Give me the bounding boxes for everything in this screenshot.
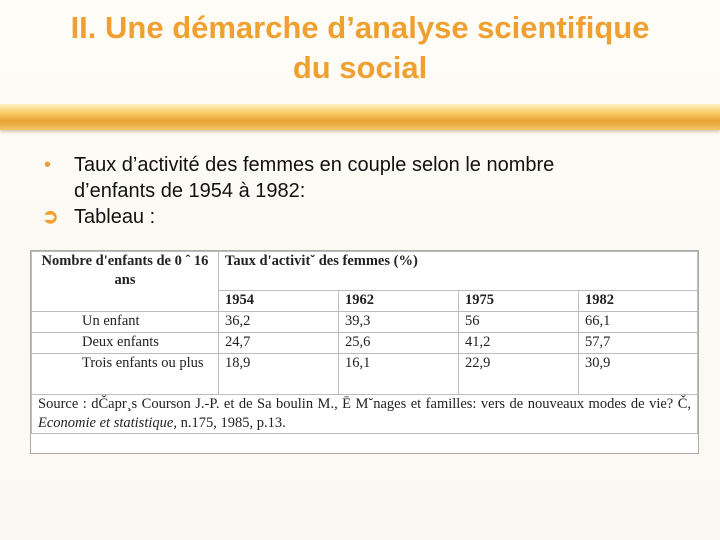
table-cell: 56 <box>459 312 579 333</box>
table-cell: 18,9 <box>219 354 339 395</box>
table-header-row <box>32 252 698 291</box>
table-cell: 22,9 <box>459 354 579 395</box>
table-cell: 66,1 <box>579 312 698 333</box>
title-divider-bar <box>0 104 720 130</box>
table-source-note <box>32 395 698 434</box>
header-activity-rate: Taux d'activitˇ des femmes (%) <box>219 252 698 291</box>
table-cell: 57,7 <box>579 333 698 354</box>
table-row <box>32 312 698 333</box>
source-prefix: Source : dČapr¸s Courson J.-P. et de Sa boulin M., Ē M˘nages et familles: vers de nouveaux modes de vie? Č, <box>38 396 691 412</box>
table-cell: 24,7 <box>219 333 339 354</box>
bullet-dot-icon: • <box>44 154 52 176</box>
title-line-2: du social <box>292 50 428 85</box>
year-header: 1982 <box>579 291 698 312</box>
source-suffix: , n.175, 1985, p.13. <box>173 415 286 431</box>
year-header: 1975 <box>459 291 579 312</box>
row-label: Trois enfants ou plus <box>32 354 219 395</box>
bullet-item-1-text-1: Taux d’activité des femmes en couple selon le nombre <box>74 154 555 176</box>
bullet-item-1-text-2: d’enfants de 1954 à 1982: <box>74 180 306 202</box>
header-children-count: Nombre d'enfants de 0 ˆ 16 ans <box>32 252 219 312</box>
table-row <box>32 354 698 395</box>
table-cell: 39,3 <box>339 312 459 333</box>
year-header: 1962 <box>339 291 459 312</box>
bullet-item-2-text: Tableau : <box>74 206 156 228</box>
row-label: Un enfant <box>32 312 219 333</box>
table-cell: 41,2 <box>459 333 579 354</box>
year-header: 1954 <box>219 291 339 312</box>
table-source-row <box>32 395 698 434</box>
bullet-item-1 <box>42 152 702 204</box>
table-cell: 30,9 <box>579 354 698 395</box>
table-row <box>32 333 698 354</box>
bullet-list <box>42 152 702 230</box>
activity-rate-table <box>31 251 698 434</box>
table-cell: 25,6 <box>339 333 459 354</box>
scanned-table-image <box>30 250 699 454</box>
bullet-item-2 <box>42 204 702 230</box>
slide-title <box>0 8 720 88</box>
source-journal: Economie et statistique <box>38 415 174 431</box>
row-label: Deux enfants <box>32 333 219 354</box>
arrow-right-icon: ➲ <box>42 206 59 228</box>
table-cell: 36,2 <box>219 312 339 333</box>
table-cell: 16,1 <box>339 354 459 395</box>
title-line-1: II. Une démarche d’analyse scientifique <box>70 10 650 45</box>
